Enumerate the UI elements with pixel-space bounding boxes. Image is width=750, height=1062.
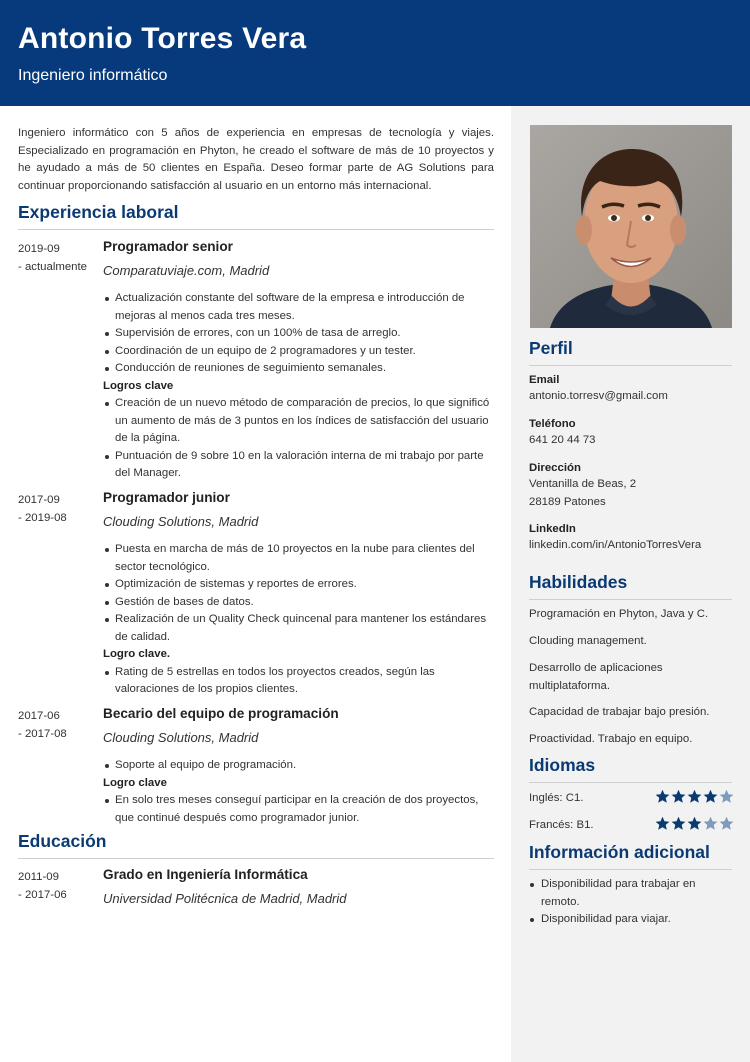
- star-filled-icon: [655, 816, 670, 831]
- job-company: Clouding Solutions, Madrid: [103, 514, 259, 529]
- job-company: Clouding Solutions, Madrid: [103, 730, 259, 745]
- languages-section-title: Idiomas: [529, 755, 732, 783]
- key-achievements-list: [103, 792, 494, 827]
- list-item: Puesta en marcha de más de 10 proyectos en la nube para clientes del sector tecnológico.: [115, 541, 494, 576]
- skill-item: Desarrollo de aplicaciones multiplataforma.: [529, 662, 663, 692]
- additional-section-title: Información adicional: [529, 842, 732, 870]
- list-item: Rating de 5 estrellas en todos los proyectos creados, según las valoraciones de los propios clientes.: [115, 664, 494, 699]
- phone-label: Teléfono: [529, 418, 576, 430]
- profile-section-title: Perfil: [529, 338, 732, 366]
- education-date-start: 2011-09: [18, 871, 59, 883]
- profile-photo: [530, 125, 732, 328]
- job-role: Programador senior: [103, 239, 233, 254]
- star-filled-icon: [671, 816, 686, 831]
- skill-item: Proactividad. Trabajo en equipo.: [529, 733, 693, 745]
- resume-header: [0, 0, 750, 106]
- education-section-title: Educación: [18, 831, 494, 859]
- education-school: Universidad Politécnica de Madrid, Madrid: [103, 891, 347, 906]
- job-date-start: 2019-09: [18, 243, 60, 255]
- summary-paragraph: Ingeniero informático con 5 años de experiencia en empresas de tecnología y viajes. Especializado en programación en Phyton, he creado el software de más de 10 proyectos y he ayudado a más de 50 clientes en España. Deseo formar parte de AG Solutions para continuar proporcionando satisfacción al usuario en un entorno más internacional.: [18, 127, 494, 192]
- job-dates: [18, 708, 102, 743]
- skills-section-title: Habilidades: [529, 572, 732, 600]
- job-duties-list: [103, 541, 494, 646]
- star-empty-icon: [719, 789, 734, 804]
- star-filled-icon: [703, 789, 718, 804]
- star-filled-icon: [687, 789, 702, 804]
- list-item: Soporte al equipo de programación.: [115, 757, 494, 775]
- language-row: [529, 816, 734, 836]
- skill-item: Programación en Phyton, Java y C.: [529, 608, 709, 620]
- skill-item: Capacidad de trabajar bajo presión.: [529, 706, 710, 718]
- list-item: Creación de un nuevo método de comparación de precios, lo que significó un aumento de más de 3 puntos en los índices de satisfacción del usuario de la página.: [115, 395, 494, 448]
- education-dates: [18, 869, 102, 904]
- address-line1: Ventanilla de Beas, 2: [529, 478, 637, 490]
- list-item: Puntuación de 9 sobre 10 en la valoración interna de mi trabajo por parte del Manager.: [115, 448, 494, 483]
- list-item: Optimización de sistemas y reportes de errores.: [115, 576, 494, 594]
- job-date-start: 2017-09: [18, 494, 60, 506]
- job-date-end: - 2019-08: [18, 511, 67, 524]
- candidate-title: Ingeniero informático: [18, 67, 168, 84]
- skill-item: Clouding management.: [529, 635, 647, 647]
- job-dates: [18, 492, 102, 527]
- list-item: Actualización constante del software de la empresa e introducción de mejoras al menos cada tres meses.: [115, 290, 494, 325]
- key-achievements-label: Logros clave: [103, 379, 174, 392]
- job-date-start: 2017-06: [18, 710, 60, 722]
- list-item: En solo tres meses conseguí participar en la creación de dos proyectos, que continué después como programador junior.: [115, 792, 494, 827]
- star-filled-icon: [687, 816, 702, 831]
- address-line2: 28189 Patones: [529, 496, 606, 508]
- list-item: Coordinación de un equipo de 2 programadores y un tester.: [115, 343, 494, 361]
- job-date-end: - 2017-08: [18, 727, 67, 740]
- language-rating: [654, 816, 734, 834]
- job-duties-list: [103, 757, 494, 775]
- key-achievements-label: Logro clave: [103, 776, 167, 789]
- job-role: Programador junior: [103, 490, 230, 505]
- phone-value: 641 20 44 73: [529, 434, 596, 446]
- email-value[interactable]: antonio.torresv@gmail.com: [529, 390, 668, 402]
- job-body: [103, 706, 494, 827]
- list-item: Gestión de bases de datos.: [115, 594, 494, 612]
- key-achievements-list: [103, 395, 494, 483]
- job-role: Becario del equipo de programación: [103, 706, 339, 721]
- star-empty-icon: [719, 816, 734, 831]
- list-item: Disponibilidad para viajar.: [541, 911, 731, 929]
- job-body: [103, 490, 494, 699]
- linkedin-value[interactable]: linkedin.com/in/AntonioTorresVera: [529, 539, 702, 551]
- education-body: [103, 867, 494, 911]
- address-label: Dirección: [529, 462, 581, 474]
- job-body: [103, 239, 494, 483]
- education-date-end: - 2017-06: [18, 888, 67, 901]
- list-item: Disponibilidad para trabajar en remoto.: [541, 876, 731, 911]
- linkedin-label: LinkedIn: [529, 523, 576, 535]
- job-dates: [18, 241, 102, 276]
- language-rating: [654, 789, 734, 807]
- experience-section-title: Experiencia laboral: [18, 202, 494, 230]
- list-item: Conducción de reuniones de seguimiento semanales.: [115, 360, 494, 378]
- job-date-end: - actualmente: [18, 260, 88, 273]
- star-empty-icon: [703, 816, 718, 831]
- star-filled-icon: [671, 789, 686, 804]
- language-row: [529, 789, 734, 809]
- star-filled-icon: [655, 789, 670, 804]
- additional-list: [541, 876, 731, 929]
- profile-photo-image: [530, 125, 732, 328]
- language-name: Inglés: C1.: [529, 792, 584, 804]
- job-company: Comparatuviaje.com, Madrid: [103, 263, 270, 278]
- list-item: Realización de un Quality Check quincenal para mantener los estándares de calidad.: [115, 611, 494, 646]
- job-duties-list: [103, 290, 494, 378]
- key-achievements-label: Logro clave.: [103, 648, 171, 660]
- language-name: Francés: B1.: [529, 819, 594, 831]
- email-label: Email: [529, 374, 560, 386]
- key-achievements-list: [103, 664, 494, 699]
- list-item: Supervisión de errores, con un 100% de tasa de arreglo.: [115, 325, 494, 343]
- education-degree: Grado en Ingeniería Informática: [103, 867, 308, 882]
- candidate-name: Antonio Torres Vera: [18, 22, 307, 55]
